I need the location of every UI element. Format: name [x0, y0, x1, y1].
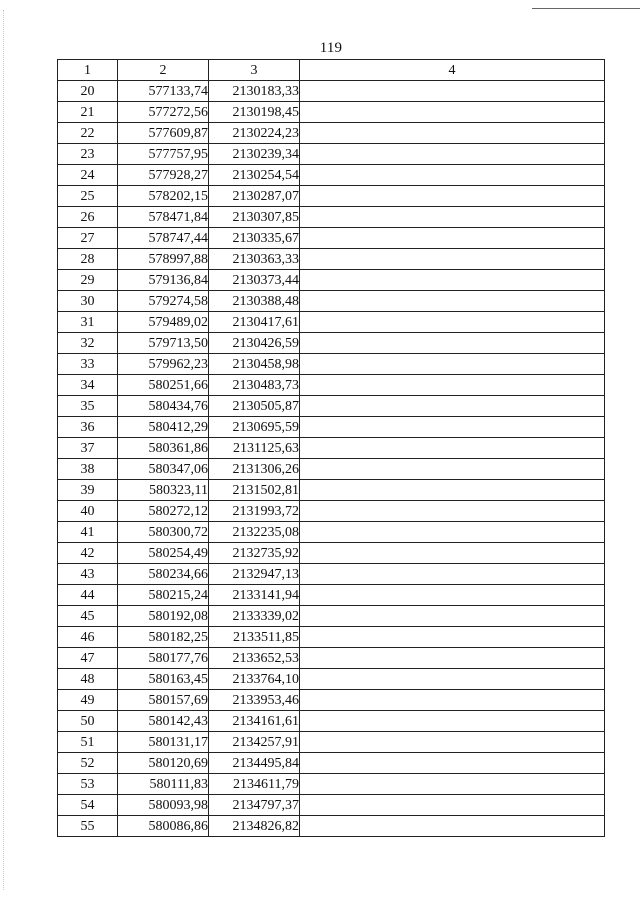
point-number-cell: 23 — [58, 144, 118, 165]
column-header-2: 2 — [118, 60, 209, 81]
table-header-row — [58, 60, 605, 81]
x-coordinate-cell: 579489,02 — [118, 312, 209, 333]
y-coordinate-cell: 2132235,08 — [209, 522, 300, 543]
table-row — [58, 816, 605, 837]
table-row — [58, 690, 605, 711]
point-number-cell: 32 — [58, 333, 118, 354]
y-coordinate-cell: 2130307,85 — [209, 207, 300, 228]
table-row — [58, 207, 605, 228]
point-number-cell: 39 — [58, 480, 118, 501]
note-cell — [300, 669, 605, 690]
point-number-cell: 40 — [58, 501, 118, 522]
point-number-cell: 35 — [58, 396, 118, 417]
y-coordinate-cell: 2132947,13 — [209, 564, 300, 585]
y-coordinate-cell: 2130483,73 — [209, 375, 300, 396]
point-number-cell: 41 — [58, 522, 118, 543]
point-number-cell: 31 — [58, 312, 118, 333]
x-coordinate-cell: 580300,72 — [118, 522, 209, 543]
note-cell — [300, 732, 605, 753]
x-coordinate-cell: 580347,06 — [118, 459, 209, 480]
table-row — [58, 144, 605, 165]
table-row — [58, 228, 605, 249]
table-row — [58, 564, 605, 585]
table-row — [58, 375, 605, 396]
y-coordinate-cell: 2133652,53 — [209, 648, 300, 669]
note-cell — [300, 585, 605, 606]
y-coordinate-cell: 2134797,37 — [209, 795, 300, 816]
note-cell — [300, 144, 605, 165]
y-coordinate-cell: 2131993,72 — [209, 501, 300, 522]
point-number-cell: 33 — [58, 354, 118, 375]
table-row — [58, 81, 605, 102]
note-cell — [300, 165, 605, 186]
note-cell — [300, 228, 605, 249]
table-row — [58, 438, 605, 459]
x-coordinate-cell: 580434,76 — [118, 396, 209, 417]
x-coordinate-cell: 580142,43 — [118, 711, 209, 732]
table-row — [58, 396, 605, 417]
note-cell — [300, 648, 605, 669]
note-cell — [300, 606, 605, 627]
note-cell — [300, 459, 605, 480]
table-row — [58, 270, 605, 291]
table-row — [58, 669, 605, 690]
x-coordinate-cell: 579713,50 — [118, 333, 209, 354]
note-cell — [300, 753, 605, 774]
note-cell — [300, 543, 605, 564]
point-number-cell: 52 — [58, 753, 118, 774]
point-number-cell: 28 — [58, 249, 118, 270]
x-coordinate-cell: 580323,11 — [118, 480, 209, 501]
x-coordinate-cell: 577609,87 — [118, 123, 209, 144]
x-coordinate-cell: 577272,56 — [118, 102, 209, 123]
table-row — [58, 354, 605, 375]
x-coordinate-cell: 580234,66 — [118, 564, 209, 585]
point-number-cell: 26 — [58, 207, 118, 228]
x-coordinate-cell: 577133,74 — [118, 81, 209, 102]
point-number-cell: 47 — [58, 648, 118, 669]
note-cell — [300, 354, 605, 375]
x-coordinate-cell: 579274,58 — [118, 291, 209, 312]
y-coordinate-cell: 2130363,33 — [209, 249, 300, 270]
table-row — [58, 123, 605, 144]
table-row — [58, 543, 605, 564]
x-coordinate-cell: 580251,66 — [118, 375, 209, 396]
point-number-cell: 38 — [58, 459, 118, 480]
point-number-cell: 37 — [58, 438, 118, 459]
table-row — [58, 165, 605, 186]
x-coordinate-cell: 580157,69 — [118, 690, 209, 711]
page-number: 119 — [319, 40, 343, 56]
table-row — [58, 711, 605, 732]
note-cell — [300, 564, 605, 585]
y-coordinate-cell: 2134161,61 — [209, 711, 300, 732]
point-number-cell: 20 — [58, 81, 118, 102]
x-coordinate-cell: 578471,84 — [118, 207, 209, 228]
x-coordinate-cell: 580361,86 — [118, 438, 209, 459]
y-coordinate-cell: 2133764,10 — [209, 669, 300, 690]
table-row — [58, 606, 605, 627]
note-cell — [300, 816, 605, 837]
table-row — [58, 753, 605, 774]
note-cell — [300, 249, 605, 270]
x-coordinate-cell: 580192,08 — [118, 606, 209, 627]
y-coordinate-cell: 2131125,63 — [209, 438, 300, 459]
note-cell — [300, 312, 605, 333]
y-coordinate-cell: 2133511,85 — [209, 627, 300, 648]
x-coordinate-cell: 580131,17 — [118, 732, 209, 753]
note-cell — [300, 270, 605, 291]
table-row — [58, 459, 605, 480]
point-number-cell: 22 — [58, 123, 118, 144]
table-body — [58, 81, 605, 837]
table-row — [58, 522, 605, 543]
point-number-cell: 50 — [58, 711, 118, 732]
note-cell — [300, 396, 605, 417]
table-row — [58, 795, 605, 816]
note-cell — [300, 795, 605, 816]
x-coordinate-cell: 580272,12 — [118, 501, 209, 522]
table-row — [58, 186, 605, 207]
x-coordinate-cell: 580215,24 — [118, 585, 209, 606]
y-coordinate-cell: 2134257,91 — [209, 732, 300, 753]
point-number-cell: 49 — [58, 690, 118, 711]
y-coordinate-cell: 2130458,98 — [209, 354, 300, 375]
y-coordinate-cell: 2130426,59 — [209, 333, 300, 354]
x-coordinate-cell: 580120,69 — [118, 753, 209, 774]
y-coordinate-cell: 2130183,33 — [209, 81, 300, 102]
top-edge-line — [532, 8, 640, 9]
y-coordinate-cell: 2130287,07 — [209, 186, 300, 207]
x-coordinate-cell: 577757,95 — [118, 144, 209, 165]
y-coordinate-cell: 2130335,67 — [209, 228, 300, 249]
y-coordinate-cell: 2133141,94 — [209, 585, 300, 606]
table-row — [58, 249, 605, 270]
point-number-cell: 30 — [58, 291, 118, 312]
table-row — [58, 501, 605, 522]
column-header-1: 1 — [58, 60, 118, 81]
y-coordinate-cell: 2133953,46 — [209, 690, 300, 711]
y-coordinate-cell: 2130695,59 — [209, 417, 300, 438]
y-coordinate-cell: 2130373,44 — [209, 270, 300, 291]
point-number-cell: 36 — [58, 417, 118, 438]
x-coordinate-cell: 580163,45 — [118, 669, 209, 690]
note-cell — [300, 207, 605, 228]
x-coordinate-cell: 578997,88 — [118, 249, 209, 270]
point-number-cell: 42 — [58, 543, 118, 564]
table-row — [58, 732, 605, 753]
y-coordinate-cell: 2130239,34 — [209, 144, 300, 165]
table-row — [58, 102, 605, 123]
point-number-cell: 46 — [58, 627, 118, 648]
y-coordinate-cell: 2130224,23 — [209, 123, 300, 144]
table-row — [58, 648, 605, 669]
x-coordinate-cell: 580111,83 — [118, 774, 209, 795]
note-cell — [300, 291, 605, 312]
table-row — [58, 312, 605, 333]
point-number-cell: 53 — [58, 774, 118, 795]
note-cell — [300, 711, 605, 732]
point-number-cell: 34 — [58, 375, 118, 396]
column-header-3: 3 — [209, 60, 300, 81]
point-number-cell: 43 — [58, 564, 118, 585]
point-number-cell: 44 — [58, 585, 118, 606]
point-number-cell: 27 — [58, 228, 118, 249]
y-coordinate-cell: 2130388,48 — [209, 291, 300, 312]
note-cell — [300, 501, 605, 522]
note-cell — [300, 333, 605, 354]
x-coordinate-cell: 580182,25 — [118, 627, 209, 648]
note-cell — [300, 522, 605, 543]
point-number-cell: 29 — [58, 270, 118, 291]
y-coordinate-cell: 2134826,82 — [209, 816, 300, 837]
note-cell — [300, 102, 605, 123]
point-number-cell: 24 — [58, 165, 118, 186]
table-row — [58, 627, 605, 648]
point-number-cell: 21 — [58, 102, 118, 123]
y-coordinate-cell: 2131306,26 — [209, 459, 300, 480]
point-number-cell: 25 — [58, 186, 118, 207]
point-number-cell: 51 — [58, 732, 118, 753]
y-coordinate-cell: 2131502,81 — [209, 480, 300, 501]
y-coordinate-cell: 2130417,61 — [209, 312, 300, 333]
x-coordinate-cell: 580177,76 — [118, 648, 209, 669]
note-cell — [300, 123, 605, 144]
x-coordinate-cell: 580086,86 — [118, 816, 209, 837]
point-number-cell: 55 — [58, 816, 118, 837]
note-cell — [300, 375, 605, 396]
table-row — [58, 774, 605, 795]
table-row — [58, 585, 605, 606]
point-number-cell: 54 — [58, 795, 118, 816]
y-coordinate-cell: 2134495,84 — [209, 753, 300, 774]
y-coordinate-cell: 2132735,92 — [209, 543, 300, 564]
y-coordinate-cell: 2130254,54 — [209, 165, 300, 186]
x-coordinate-cell: 580412,29 — [118, 417, 209, 438]
table-row — [58, 417, 605, 438]
note-cell — [300, 81, 605, 102]
y-coordinate-cell: 2130198,45 — [209, 102, 300, 123]
point-number-cell: 48 — [58, 669, 118, 690]
table-row — [58, 480, 605, 501]
note-cell — [300, 627, 605, 648]
note-cell — [300, 186, 605, 207]
x-coordinate-cell: 579962,23 — [118, 354, 209, 375]
x-coordinate-cell: 578747,44 — [118, 228, 209, 249]
x-coordinate-cell: 577928,27 — [118, 165, 209, 186]
note-cell — [300, 480, 605, 501]
coordinates-table — [57, 59, 605, 837]
x-coordinate-cell: 578202,15 — [118, 186, 209, 207]
y-coordinate-cell: 2130505,87 — [209, 396, 300, 417]
y-coordinate-cell: 2134611,79 — [209, 774, 300, 795]
note-cell — [300, 774, 605, 795]
table-row — [58, 291, 605, 312]
x-coordinate-cell: 579136,84 — [118, 270, 209, 291]
note-cell — [300, 417, 605, 438]
column-header-4: 4 — [300, 60, 605, 81]
x-coordinate-cell: 580093,98 — [118, 795, 209, 816]
note-cell — [300, 438, 605, 459]
y-coordinate-cell: 2133339,02 — [209, 606, 300, 627]
point-number-cell: 45 — [58, 606, 118, 627]
table-row — [58, 333, 605, 354]
scan-edge-mark — [3, 10, 4, 890]
note-cell — [300, 690, 605, 711]
x-coordinate-cell: 580254,49 — [118, 543, 209, 564]
